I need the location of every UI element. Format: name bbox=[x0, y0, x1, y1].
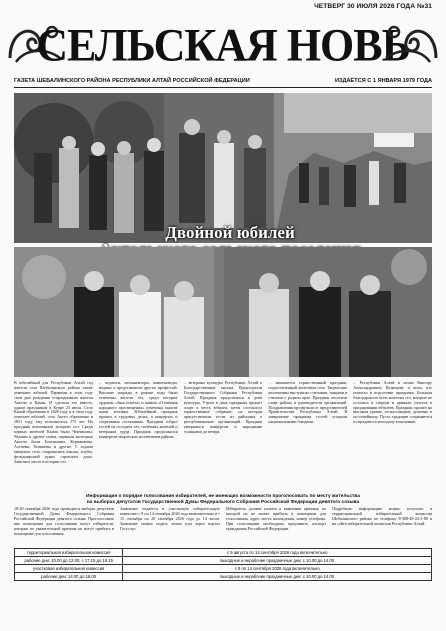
notice-column-4: Подробную информацию можно получить в территориальной избирательной комиссии Шебалинского района по телефону 8-388-49-22-2-88 и на сайте избирательной комиссии Республики Алтай. bbox=[332, 507, 432, 526]
article-body bbox=[14, 381, 432, 493]
masthead bbox=[0, 14, 446, 74]
notice-column-3: Избиратель должен указать в заявлении причину, по которой он не может прибыть в помещение для голосования, адрес места нахождения, номер телефона. При голосовании необходимо предъявить паспорт гражданина Российской Федерации. bbox=[226, 507, 326, 531]
schedule-cell: рабочие дни: 10.00 до 12.00, с 17.15 до 19.15 bbox=[15, 557, 123, 565]
notice-title-line-1: Информация о порядке голосования избирателей, не имеющих возможности проголосовать по месту жительства bbox=[86, 494, 360, 499]
table-row bbox=[15, 557, 432, 565]
notice-column-1: 18-20 сентября 2026 года проводятся выборы депутатов Государственной Думы Федерального Собрания Российской Федерации девятого созыва. Проголосовать вне помещения для голосования могут избиратели, которые по уважительной причине не могут прибыть в помещение для голосования. bbox=[14, 507, 114, 536]
masthead-subline bbox=[14, 78, 432, 88]
article-column-5: ... Республики Алтай и лично Виктору Александровичу Кузнецову и всем, кто помогал в подготовке праздника. Большая благодарность всем жителям сел, которые не остались в стороне и приняли участие в праздновании юбилеев. Праздник прошёл на высоком уровне, по-настоящему душевно и по-семейному. Пусть традиции сохраняются и передаются молодому поколению. bbox=[353, 381, 432, 425]
photo-celebration-crowd bbox=[14, 93, 432, 243]
schedule-cell: территориальная избирательная комиссия bbox=[15, 549, 123, 557]
schedule-cell: с 9 по 14 сентября 2026 года включительно bbox=[123, 565, 432, 573]
schedule-cell: с 9 августа по 14 сентября 2026 года включительно bbox=[123, 549, 432, 557]
newspaper-title: СЕЛЬСКАЯ НОВЬ bbox=[36, 19, 410, 72]
article-column-1: В юбилейный для Республики Алтай год жители села Шебалинского района также отмечают юбилей. Первыми в этом году свои дни рождения отпраздновали жители Актели и Камая. И сделали это вместе, одним праздником в Купре 23 июля. Село Камай образовано в 1828 году и в этом году отмечает юбилей, село Актел образовано в 1851 году, ему исполнилось 175 лет. На праздник вспоминали историю сел. Среди первых жителей Камая были Ченчиковы, Чедины и другие семьи, первыми жителями Актели были Бахтышевы, Курманаевы, Алтаевы, Тюткиевы и другие. С годами менялись сёла, открывались школы, клубы, фельдшерский пункт, строились дома. Заметное место в истории сел bbox=[14, 381, 93, 464]
article-column-4: ... начинается торжественный праздник, подготовленный жителями села. Творческие коллективы выступили с песнями, танцами и стихами о родном крае. Праздник посетили глава района и руководители организаций. Поздравления прозвучали от представителей Правительства Республики Алтай. В завершение праздника гостей угощали национальными блюдами. bbox=[268, 381, 348, 425]
issue-date: ЧЕТВЕРГ 30 ИЮЛЯ 2026 ГОДА №31 bbox=[314, 3, 432, 10]
table-row bbox=[15, 549, 432, 557]
schedule-cell: участковая избирательная комиссия bbox=[15, 565, 123, 573]
publisher-line: ГАЗЕТА ШЕБАЛИНСКОГО РАЙОНА РЕСПУБЛИКИ АЛТАЙ РОССИЙСКОЙ ФЕДЕРАЦИИ bbox=[14, 78, 250, 84]
voting-notice-body bbox=[14, 507, 432, 547]
schedule-cell: выходные и нерабочие праздничные дни: с 10.00 до 14.00 bbox=[123, 573, 432, 581]
headline-line-1: Двойной юбилей bbox=[165, 223, 295, 242]
article-column-2: ... педагоги, механизаторы, животноводы, медики и представители других профессий. Высокие награды в разные годы были отмечены жители сёл, среди которых орденом «Знак почёта» и знаком «Отличник народного просвещения» отмечены многие наши земляки. Юбилейный праздник прошел в трудовых делах, в концертах и спортивных состязаниях. Праздник собрал гостей из соседних сёл, почётных жителей и ветеранов труда. Праздник продолжился концертом творческих коллективов района. bbox=[98, 381, 178, 439]
notice-title-line-2: на выборах депутатов Государственной Думы Федерального Собрания Российской Федерации девятого созыва bbox=[86, 499, 360, 505]
ornament-icon bbox=[378, 18, 440, 66]
table-row bbox=[15, 573, 432, 581]
article-column-3: ... ветераны культуры Республики Алтай и Благодарственные письма Председателя Государственного Собрания Республики Алтай. Праздник продолжился в доме культуры. Утром в день праздника прошёл спорт в честь юбилея, затем состоялось торжественное собрание, на котором присутствовали гости из районных и республиканских организаций. Праздник завершился концертом и народными гуляньями до вечера. bbox=[183, 381, 263, 435]
table-row bbox=[15, 565, 432, 573]
photo-honorees bbox=[14, 247, 432, 377]
since-line: ИЗДАЁТСЯ С 1 ЯНВАРЯ 1979 ГОДА bbox=[334, 78, 432, 84]
schedule-cell: рабочие дни: 14.00 до 18.00 bbox=[15, 573, 123, 581]
schedule-cell: выходные и нерабочие праздничные дни: с 10.00 до 14.00 bbox=[123, 557, 432, 565]
notice-column-2: Заявление подаётся в участковую избирательную комиссию с 9 по 14 сентября 2026 года включительно и с 15 сентября по 20 сентября 2026 года до 14 часов. Заявление можно подать лично или через портал Госуслуг. bbox=[120, 507, 220, 531]
voting-notice-title bbox=[14, 494, 432, 505]
voting-schedule-table bbox=[14, 548, 432, 581]
